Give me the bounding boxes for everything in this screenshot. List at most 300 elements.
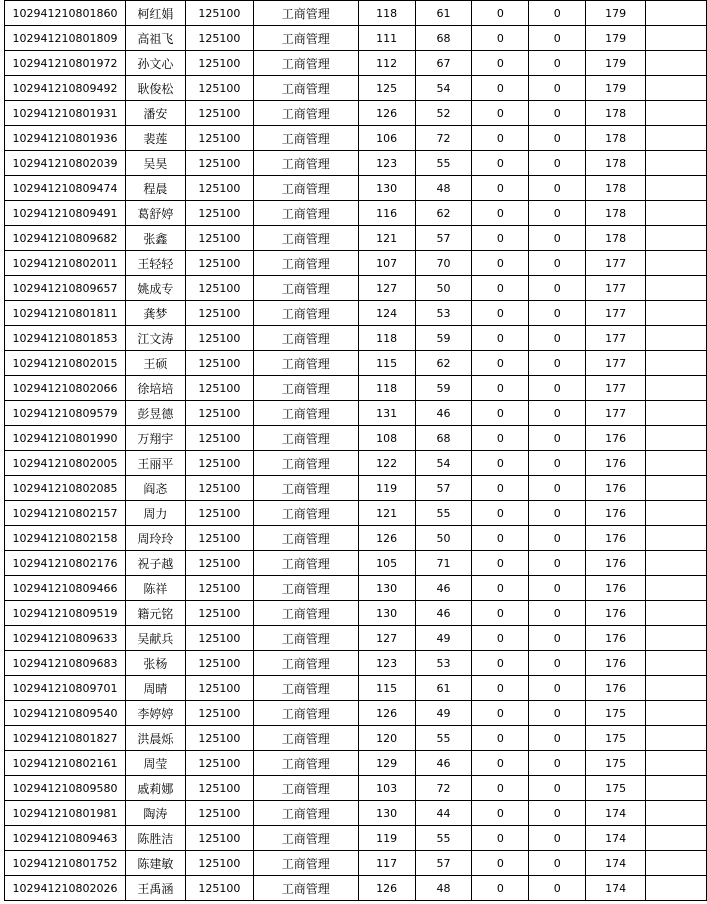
table-body xyxy=(5,1,707,901)
score-3-cell: 0 xyxy=(472,276,529,301)
major-cell: 工商管理 xyxy=(253,526,358,551)
score-1-cell: 112 xyxy=(358,51,415,76)
score-2-cell: 68 xyxy=(415,426,472,451)
major-code-cell: 125100 xyxy=(185,726,253,751)
table-row xyxy=(5,851,707,876)
major-cell: 工商管理 xyxy=(253,126,358,151)
name-cell: 阎忞 xyxy=(125,476,185,501)
major-code-cell: 125100 xyxy=(185,351,253,376)
major-cell: 工商管理 xyxy=(253,101,358,126)
table-row xyxy=(5,676,707,701)
score-2-cell: 57 xyxy=(415,226,472,251)
score-4-cell: 0 xyxy=(529,401,586,426)
note-cell xyxy=(646,251,707,276)
name-cell: 彭昱德 xyxy=(125,401,185,426)
name-cell: 周晴 xyxy=(125,676,185,701)
major-cell: 工商管理 xyxy=(253,301,358,326)
score-2-cell: 46 xyxy=(415,751,472,776)
major-code-cell: 125100 xyxy=(185,826,253,851)
major-cell: 工商管理 xyxy=(253,876,358,901)
total-score-cell: 178 xyxy=(586,126,646,151)
major-cell: 工商管理 xyxy=(253,376,358,401)
score-1-cell: 119 xyxy=(358,476,415,501)
exam-id-cell: 102941210802157 xyxy=(5,501,126,526)
total-score-cell: 176 xyxy=(586,601,646,626)
exam-id-cell: 102941210809580 xyxy=(5,776,126,801)
score-2-cell: 46 xyxy=(415,576,472,601)
score-3-cell: 0 xyxy=(472,326,529,351)
major-code-cell: 125100 xyxy=(185,751,253,776)
score-1-cell: 129 xyxy=(358,751,415,776)
major-cell: 工商管理 xyxy=(253,76,358,101)
name-cell: 陈祥 xyxy=(125,576,185,601)
score-4-cell: 0 xyxy=(529,826,586,851)
score-2-cell: 49 xyxy=(415,626,472,651)
total-score-cell: 176 xyxy=(586,501,646,526)
score-2-cell: 48 xyxy=(415,876,472,901)
score-3-cell: 0 xyxy=(472,351,529,376)
note-cell xyxy=(646,626,707,651)
exam-id-cell: 102941210801811 xyxy=(5,301,126,326)
score-1-cell: 127 xyxy=(358,276,415,301)
note-cell xyxy=(646,326,707,351)
exam-id-cell: 102941210802039 xyxy=(5,151,126,176)
total-score-cell: 178 xyxy=(586,201,646,226)
name-cell: 江文涛 xyxy=(125,326,185,351)
note-cell xyxy=(646,801,707,826)
exam-id-cell: 102941210802015 xyxy=(5,351,126,376)
score-4-cell: 0 xyxy=(529,176,586,201)
major-cell: 工商管理 xyxy=(253,601,358,626)
exam-id-cell: 102941210801990 xyxy=(5,426,126,451)
score-3-cell: 0 xyxy=(472,101,529,126)
table-row xyxy=(5,501,707,526)
name-cell: 耿俊松 xyxy=(125,76,185,101)
note-cell xyxy=(646,501,707,526)
note-cell xyxy=(646,301,707,326)
score-2-cell: 54 xyxy=(415,451,472,476)
note-cell xyxy=(646,351,707,376)
total-score-cell: 178 xyxy=(586,101,646,126)
exam-id-cell: 102941210801860 xyxy=(5,1,126,26)
major-cell: 工商管理 xyxy=(253,626,358,651)
score-4-cell: 0 xyxy=(529,451,586,476)
table-row xyxy=(5,276,707,301)
note-cell xyxy=(646,76,707,101)
major-cell: 工商管理 xyxy=(253,476,358,501)
score-1-cell: 124 xyxy=(358,301,415,326)
total-score-cell: 175 xyxy=(586,701,646,726)
name-cell: 王丽平 xyxy=(125,451,185,476)
name-cell: 程晨 xyxy=(125,176,185,201)
major-cell: 工商管理 xyxy=(253,676,358,701)
total-score-cell: 174 xyxy=(586,876,646,901)
name-cell: 张杨 xyxy=(125,651,185,676)
table-row xyxy=(5,376,707,401)
score-1-cell: 120 xyxy=(358,726,415,751)
note-cell xyxy=(646,526,707,551)
score-1-cell: 122 xyxy=(358,451,415,476)
major-code-cell: 125100 xyxy=(185,626,253,651)
score-3-cell: 0 xyxy=(472,651,529,676)
exam-id-cell: 102941210801981 xyxy=(5,801,126,826)
score-2-cell: 62 xyxy=(415,201,472,226)
major-cell: 工商管理 xyxy=(253,701,358,726)
major-cell: 工商管理 xyxy=(253,226,358,251)
exam-id-cell: 102941210801827 xyxy=(5,726,126,751)
score-2-cell: 48 xyxy=(415,176,472,201)
major-cell: 工商管理 xyxy=(253,176,358,201)
note-cell xyxy=(646,376,707,401)
table-row xyxy=(5,451,707,476)
score-1-cell: 126 xyxy=(358,876,415,901)
exam-id-cell: 102941210809492 xyxy=(5,76,126,101)
name-cell: 周玲玲 xyxy=(125,526,185,551)
exam-id-cell: 102941210802066 xyxy=(5,376,126,401)
total-score-cell: 176 xyxy=(586,651,646,676)
total-score-cell: 174 xyxy=(586,801,646,826)
major-code-cell: 125100 xyxy=(185,476,253,501)
major-cell: 工商管理 xyxy=(253,351,358,376)
score-3-cell: 0 xyxy=(472,676,529,701)
exam-id-cell: 102941210801809 xyxy=(5,26,126,51)
note-cell xyxy=(646,476,707,501)
score-1-cell: 115 xyxy=(358,676,415,701)
score-1-cell: 115 xyxy=(358,351,415,376)
table-row xyxy=(5,126,707,151)
score-2-cell: 46 xyxy=(415,401,472,426)
score-1-cell: 119 xyxy=(358,826,415,851)
score-3-cell: 0 xyxy=(472,826,529,851)
score-3-cell: 0 xyxy=(472,776,529,801)
total-score-cell: 176 xyxy=(586,451,646,476)
score-3-cell: 0 xyxy=(472,151,529,176)
table-row xyxy=(5,426,707,451)
score-1-cell: 108 xyxy=(358,426,415,451)
total-score-cell: 177 xyxy=(586,276,646,301)
major-cell: 工商管理 xyxy=(253,751,358,776)
score-4-cell: 0 xyxy=(529,626,586,651)
major-cell: 工商管理 xyxy=(253,576,358,601)
note-cell xyxy=(646,401,707,426)
score-1-cell: 121 xyxy=(358,501,415,526)
major-cell: 工商管理 xyxy=(253,326,358,351)
note-cell xyxy=(646,276,707,301)
table-row xyxy=(5,151,707,176)
score-2-cell: 70 xyxy=(415,251,472,276)
note-cell xyxy=(646,101,707,126)
score-3-cell: 0 xyxy=(472,251,529,276)
score-1-cell: 116 xyxy=(358,201,415,226)
score-4-cell: 0 xyxy=(529,51,586,76)
score-3-cell: 0 xyxy=(472,501,529,526)
name-cell: 潘安 xyxy=(125,101,185,126)
major-cell: 工商管理 xyxy=(253,451,358,476)
score-2-cell: 44 xyxy=(415,801,472,826)
table-row xyxy=(5,1,707,26)
table-row xyxy=(5,76,707,101)
score-3-cell: 0 xyxy=(472,426,529,451)
note-cell xyxy=(646,776,707,801)
name-cell: 裴莲 xyxy=(125,126,185,151)
score-4-cell: 0 xyxy=(529,876,586,901)
exam-id-cell: 102941210809682 xyxy=(5,226,126,251)
score-3-cell: 0 xyxy=(472,201,529,226)
exam-id-cell: 102941210802026 xyxy=(5,876,126,901)
name-cell: 王轻轻 xyxy=(125,251,185,276)
name-cell: 张鑫 xyxy=(125,226,185,251)
score-3-cell: 0 xyxy=(472,726,529,751)
total-score-cell: 175 xyxy=(586,726,646,751)
major-code-cell: 125100 xyxy=(185,1,253,26)
score-3-cell: 0 xyxy=(472,476,529,501)
score-3-cell: 0 xyxy=(472,26,529,51)
major-code-cell: 125100 xyxy=(185,876,253,901)
table-row xyxy=(5,226,707,251)
note-cell xyxy=(646,826,707,851)
score-4-cell: 0 xyxy=(529,426,586,451)
exam-id-cell: 102941210809579 xyxy=(5,401,126,426)
note-cell xyxy=(646,1,707,26)
major-cell: 工商管理 xyxy=(253,201,358,226)
score-2-cell: 68 xyxy=(415,26,472,51)
score-4-cell: 0 xyxy=(529,601,586,626)
score-4-cell: 0 xyxy=(529,351,586,376)
score-3-cell: 0 xyxy=(472,751,529,776)
score-1-cell: 111 xyxy=(358,26,415,51)
total-score-cell: 176 xyxy=(586,426,646,451)
score-2-cell: 57 xyxy=(415,476,472,501)
score-4-cell: 0 xyxy=(529,526,586,551)
score-3-cell: 0 xyxy=(472,601,529,626)
note-cell xyxy=(646,201,707,226)
score-2-cell: 71 xyxy=(415,551,472,576)
note-cell xyxy=(646,451,707,476)
score-2-cell: 72 xyxy=(415,776,472,801)
name-cell: 陶涛 xyxy=(125,801,185,826)
total-score-cell: 177 xyxy=(586,401,646,426)
score-4-cell: 0 xyxy=(529,751,586,776)
total-score-cell: 177 xyxy=(586,301,646,326)
exam-id-cell: 102941210809463 xyxy=(5,826,126,851)
total-score-cell: 174 xyxy=(586,851,646,876)
score-2-cell: 50 xyxy=(415,276,472,301)
major-cell: 工商管理 xyxy=(253,276,358,301)
major-code-cell: 125100 xyxy=(185,126,253,151)
exam-id-cell: 102941210809519 xyxy=(5,601,126,626)
major-code-cell: 125100 xyxy=(185,376,253,401)
major-code-cell: 125100 xyxy=(185,251,253,276)
table-row xyxy=(5,701,707,726)
major-code-cell: 125100 xyxy=(185,601,253,626)
score-1-cell: 121 xyxy=(358,226,415,251)
score-4-cell: 0 xyxy=(529,226,586,251)
table-row xyxy=(5,876,707,901)
score-4-cell: 0 xyxy=(529,701,586,726)
exam-id-cell: 102941210802161 xyxy=(5,751,126,776)
score-4-cell: 0 xyxy=(529,1,586,26)
score-2-cell: 52 xyxy=(415,101,472,126)
score-4-cell: 0 xyxy=(529,551,586,576)
score-table xyxy=(4,0,707,901)
exam-id-cell: 102941210801931 xyxy=(5,101,126,126)
table-row xyxy=(5,476,707,501)
total-score-cell: 179 xyxy=(586,76,646,101)
score-4-cell: 0 xyxy=(529,676,586,701)
score-1-cell: 126 xyxy=(358,701,415,726)
score-2-cell: 55 xyxy=(415,726,472,751)
note-cell xyxy=(646,876,707,901)
total-score-cell: 176 xyxy=(586,576,646,601)
major-cell: 工商管理 xyxy=(253,651,358,676)
score-4-cell: 0 xyxy=(529,326,586,351)
score-1-cell: 118 xyxy=(358,376,415,401)
major-code-cell: 125100 xyxy=(185,501,253,526)
major-cell: 工商管理 xyxy=(253,426,358,451)
name-cell: 周莹 xyxy=(125,751,185,776)
note-cell xyxy=(646,426,707,451)
total-score-cell: 177 xyxy=(586,351,646,376)
score-4-cell: 0 xyxy=(529,251,586,276)
name-cell: 祝子越 xyxy=(125,551,185,576)
total-score-cell: 179 xyxy=(586,51,646,76)
note-cell xyxy=(646,226,707,251)
exam-id-cell: 102941210809474 xyxy=(5,176,126,201)
major-cell: 工商管理 xyxy=(253,401,358,426)
score-4-cell: 0 xyxy=(529,801,586,826)
total-score-cell: 175 xyxy=(586,751,646,776)
name-cell: 万翔宇 xyxy=(125,426,185,451)
total-score-cell: 178 xyxy=(586,151,646,176)
score-1-cell: 125 xyxy=(358,76,415,101)
table-row xyxy=(5,551,707,576)
score-3-cell: 0 xyxy=(472,301,529,326)
major-code-cell: 125100 xyxy=(185,851,253,876)
score-4-cell: 0 xyxy=(529,201,586,226)
exam-id-cell: 102941210809466 xyxy=(5,576,126,601)
major-code-cell: 125100 xyxy=(185,801,253,826)
table-row xyxy=(5,326,707,351)
score-1-cell: 123 xyxy=(358,651,415,676)
exam-id-cell: 102941210809657 xyxy=(5,276,126,301)
major-code-cell: 125100 xyxy=(185,551,253,576)
total-score-cell: 178 xyxy=(586,176,646,201)
name-cell: 柯红娟 xyxy=(125,1,185,26)
score-1-cell: 117 xyxy=(358,851,415,876)
note-cell xyxy=(646,26,707,51)
score-4-cell: 0 xyxy=(529,151,586,176)
major-cell: 工商管理 xyxy=(253,151,358,176)
major-cell: 工商管理 xyxy=(253,251,358,276)
score-2-cell: 57 xyxy=(415,851,472,876)
exam-id-cell: 102941210802176 xyxy=(5,551,126,576)
table-row xyxy=(5,101,707,126)
major-code-cell: 125100 xyxy=(185,451,253,476)
score-1-cell: 105 xyxy=(358,551,415,576)
major-code-cell: 125100 xyxy=(185,201,253,226)
note-cell xyxy=(646,176,707,201)
name-cell: 孙文心 xyxy=(125,51,185,76)
score-2-cell: 50 xyxy=(415,526,472,551)
score-4-cell: 0 xyxy=(529,126,586,151)
note-cell xyxy=(646,676,707,701)
major-code-cell: 125100 xyxy=(185,676,253,701)
table-row xyxy=(5,776,707,801)
score-3-cell: 0 xyxy=(472,176,529,201)
note-cell xyxy=(646,751,707,776)
exam-id-cell: 102941210801936 xyxy=(5,126,126,151)
name-cell: 吴昊 xyxy=(125,151,185,176)
table-row xyxy=(5,201,707,226)
major-cell: 工商管理 xyxy=(253,726,358,751)
exam-id-cell: 102941210802011 xyxy=(5,251,126,276)
note-cell xyxy=(646,701,707,726)
score-2-cell: 55 xyxy=(415,501,472,526)
exam-id-cell: 102941210809491 xyxy=(5,201,126,226)
score-1-cell: 126 xyxy=(358,526,415,551)
score-2-cell: 59 xyxy=(415,326,472,351)
score-2-cell: 46 xyxy=(415,601,472,626)
major-code-cell: 125100 xyxy=(185,526,253,551)
exam-id-cell: 102941210809683 xyxy=(5,651,126,676)
exam-id-cell: 102941210801853 xyxy=(5,326,126,351)
table-row xyxy=(5,176,707,201)
name-cell: 陈建敏 xyxy=(125,851,185,876)
note-cell xyxy=(646,51,707,76)
exam-id-cell: 102941210809701 xyxy=(5,676,126,701)
major-code-cell: 125100 xyxy=(185,776,253,801)
major-code-cell: 125100 xyxy=(185,151,253,176)
name-cell: 吴献兵 xyxy=(125,626,185,651)
table-row xyxy=(5,726,707,751)
table-row xyxy=(5,51,707,76)
score-1-cell: 103 xyxy=(358,776,415,801)
table-row xyxy=(5,401,707,426)
table-row xyxy=(5,26,707,51)
score-3-cell: 0 xyxy=(472,626,529,651)
score-2-cell: 53 xyxy=(415,651,472,676)
score-3-cell: 0 xyxy=(472,451,529,476)
major-code-cell: 125100 xyxy=(185,701,253,726)
total-score-cell: 176 xyxy=(586,476,646,501)
note-cell xyxy=(646,576,707,601)
total-score-cell: 177 xyxy=(586,251,646,276)
score-1-cell: 126 xyxy=(358,101,415,126)
score-3-cell: 0 xyxy=(472,526,529,551)
major-cell: 工商管理 xyxy=(253,851,358,876)
total-score-cell: 174 xyxy=(586,826,646,851)
table-row xyxy=(5,626,707,651)
note-cell xyxy=(646,851,707,876)
score-4-cell: 0 xyxy=(529,726,586,751)
score-1-cell: 123 xyxy=(358,151,415,176)
major-cell: 工商管理 xyxy=(253,26,358,51)
score-1-cell: 130 xyxy=(358,176,415,201)
score-1-cell: 107 xyxy=(358,251,415,276)
note-cell xyxy=(646,151,707,176)
score-4-cell: 0 xyxy=(529,576,586,601)
score-4-cell: 0 xyxy=(529,501,586,526)
total-score-cell: 179 xyxy=(586,1,646,26)
table-row xyxy=(5,351,707,376)
table-row xyxy=(5,601,707,626)
exam-id-cell: 102941210801752 xyxy=(5,851,126,876)
score-4-cell: 0 xyxy=(529,851,586,876)
score-4-cell: 0 xyxy=(529,301,586,326)
table-row xyxy=(5,651,707,676)
total-score-cell: 177 xyxy=(586,376,646,401)
exam-id-cell: 102941210802005 xyxy=(5,451,126,476)
